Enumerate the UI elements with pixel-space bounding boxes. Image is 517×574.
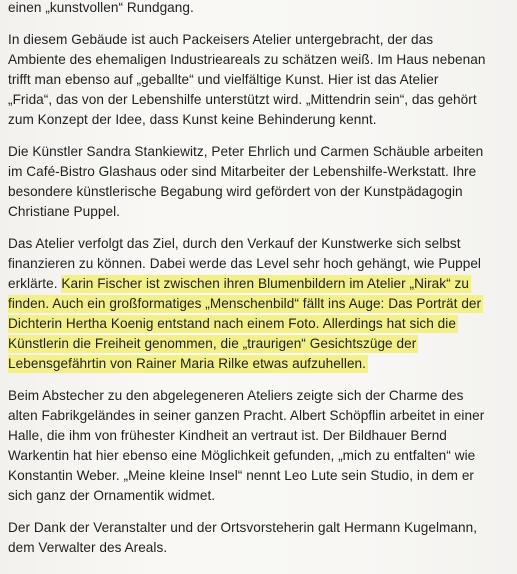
paragraph-2 (8, 30, 510, 130)
highlighted-text: Karin Fischer ist zwischen ihren Blumenbildern im Atelier „Nirak“ zu (61, 276, 469, 291)
text-fragment: erklärte. (8, 276, 62, 291)
text-line: trifft man ebenso auf „geballte“ und vielfältige Kunst. Hier ist das Atelier (8, 72, 439, 87)
text-line: im Café-Bistro Glashaus oder sind Mitarbeiter der Lebenshilfe-Werkstatt. Ihre (8, 164, 477, 179)
article-body (8, 0, 510, 570)
text-line: zum Konzept der Idee, dass Kunst keine Behinderung kennt. (8, 112, 377, 127)
text-line: alten Fabrikgeländes in seiner ganzen Pracht. Albert Schöpflin arbeitet in einer (8, 408, 485, 423)
text-line: sich ganz der Ornamentik widmet. (8, 488, 216, 503)
highlighted-text: Lebensgefährtin von Rainer Maria Rilke etwas aufzuhellen. (8, 356, 366, 371)
text-line (8, 274, 510, 294)
text-line: besondere künstlerische Begabung wird gefördert von der Kunstpädagogin (8, 184, 463, 199)
text-line: Halle, die ihm von frühester Kindheit an vertraut ist. Der Bildhauer Bernd (8, 428, 447, 443)
paragraph-4 (8, 234, 510, 374)
text-line: Christiane Puppel. (8, 204, 120, 219)
paragraph-6 (8, 518, 510, 558)
highlighted-text: finden. Auch ein großformatiges „Menschenbild“ fällt ins Auge: Das Porträt der (8, 296, 482, 311)
text-line: einen „kunstvollen“ Rundgang. (8, 0, 194, 15)
highlighted-text: Dichterin Hertha Koenig entstand nach einem Foto. Allerdings hat sich die (8, 316, 456, 331)
paragraph-3 (8, 142, 510, 222)
text-line: Ambiente des ehemaligen Industrieareals zu schätzen weiß. Im Haus nebenan (8, 52, 486, 67)
text-line: Der Dank der Veranstalter und der Ortsvorsteherin galt Hermann Kugelmann, (8, 520, 478, 535)
text-line: Beim Abstecher zu den abgelegeneren Ateliers zeigte sich der Charme des (8, 388, 464, 403)
text-line: dem Verwalter des Areals. (8, 540, 168, 555)
text-line (8, 314, 510, 334)
text-line: Das Atelier verfolgt das Ziel, durch den Verkauf der Kunstwerke sich selbst (8, 236, 461, 251)
text-line (8, 334, 510, 354)
text-line: Konstantin Weber. „Meine kleine Insel“ nennt Leo Lute sein Studio, in dem er (8, 468, 475, 483)
text-line (8, 354, 510, 374)
text-line: „Frida“, das von der Lebenshilfe unterstützt wird. „Mittendrin sein“, das gehört (8, 92, 477, 107)
paragraph-1 (8, 0, 510, 18)
text-line: In diesem Gebäude ist auch Packeisers Atelier untergebracht, der das (8, 32, 434, 47)
text-line: Die Künstler Sandra Stankiewitz, Peter Ehrlich und Carmen Schäuble arbeiten (8, 144, 484, 159)
paragraph-5 (8, 386, 510, 506)
text-line: Warkentin hat hier ebenso eine Möglichkeit gefunden, „mich zu entfalten“ wie (8, 448, 476, 463)
text-line: finanzieren zu können. Dabei werde das Level sehr hoch gehängt, wie Puppel (8, 256, 481, 271)
text-line (8, 294, 510, 314)
highlighted-text: Künstlerin die Freiheit genommen, die „traurigen“ Gesichtszüge der (8, 336, 417, 351)
